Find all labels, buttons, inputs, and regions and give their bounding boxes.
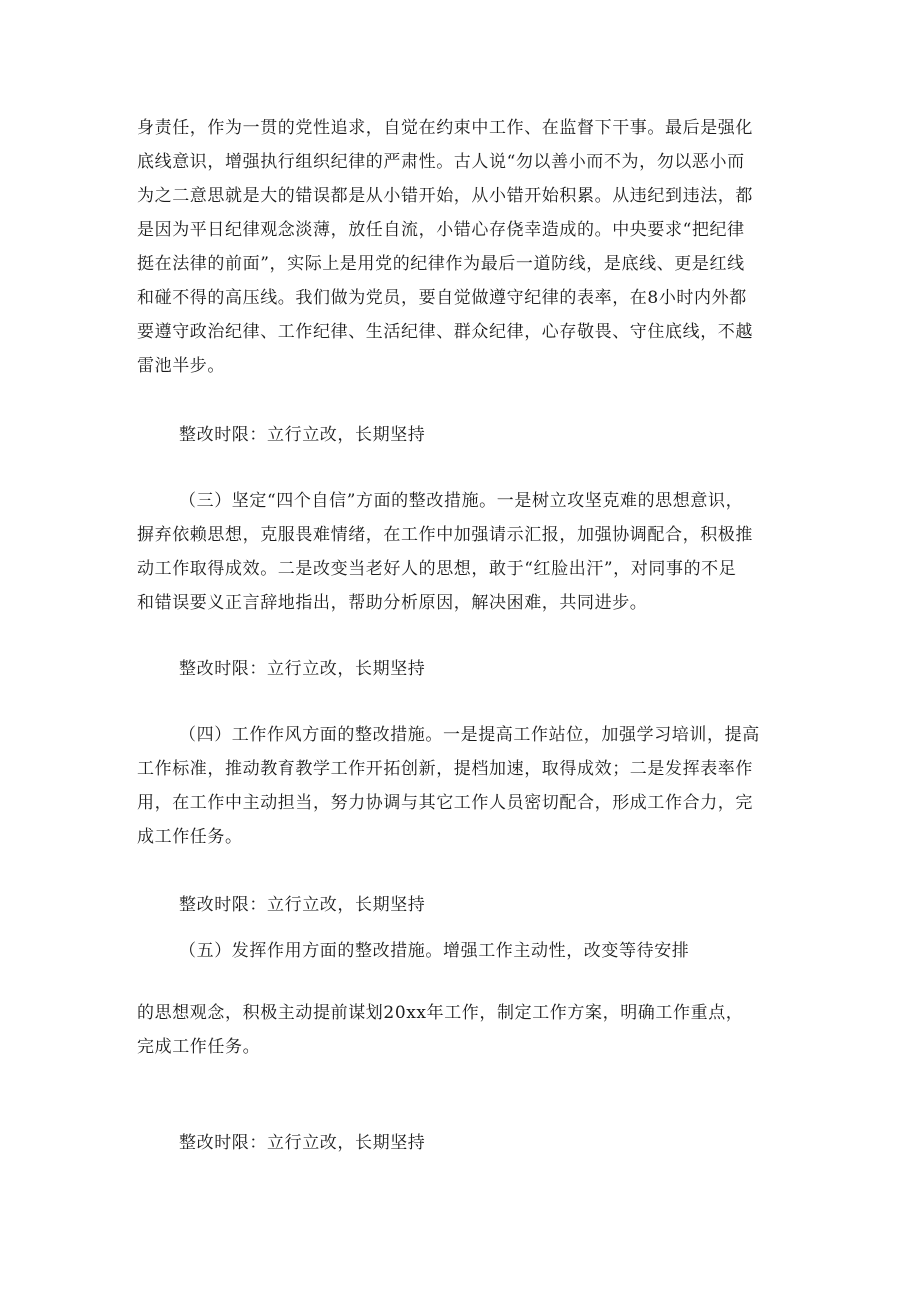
text-line: （五）发挥作用方面的整改措施。增强工作主动性，改变等待安排 (179, 941, 690, 961)
text-line: 整改时限：立行立改，长期坚持 (179, 1133, 426, 1153)
text-line: （四）工作作风方面的整改措施。一是提高工作站位，加强学习培训，提高 (179, 725, 760, 745)
text-line: 和错误要义正言辞地指出，帮助分析原因，解决困难，共同进步。 (137, 593, 648, 613)
text-line: 工作标准，推动教育教学工作开拓创新，提档加速，取得成效；二是发挥表率作 (137, 759, 753, 779)
text-line: 整改时限：立行立改，长期坚持 (179, 895, 426, 915)
deadline-note (137, 418, 797, 452)
text-line: 完成工作任务。 (137, 1037, 261, 1057)
deadline-note (137, 888, 797, 922)
text-line: 雷池半步。 (137, 356, 225, 376)
text-line: 要遵守政治纪律、工作纪律、生活纪律、群众纪律，心存敬畏、守住底线，不越 (137, 322, 753, 342)
text-line: 和碰不得的高压线。我们做为党员，要自觉做遵守纪律的表率，在8小时内外都 (137, 288, 747, 308)
text-line: 整改时限：立行立改，长期坚持 (179, 425, 426, 445)
text-line: 的思想观念，积极主动提前谋划20xx年工作，制定工作方案，明确工作重点， (137, 1003, 744, 1023)
paragraph-section-four (137, 718, 797, 854)
text-line: （三）坚定“四个自信”方面的整改措施。一是树立攻坚克难的思想意识， (179, 491, 744, 511)
deadline-note (137, 652, 797, 686)
text-line: 动工作取得成效。二是改变当老好人的思想，敢于“红脸出汗”，对同事的不足 (137, 559, 737, 579)
text-line: 整改时限：立行立改，长期坚持 (179, 659, 426, 679)
paragraph-section-five-body (137, 996, 797, 1064)
text-line: 成工作任务。 (137, 827, 243, 847)
text-line: 挺在法律的前面”，实际上是用党的纪律作为最后一道防线，是底线、更是红线 (137, 254, 745, 274)
paragraph-section-three (137, 484, 797, 620)
text-line: 用，在工作中主动担当，努力协调与其它工作人员密切配合，形成工作合力，完 (137, 793, 753, 813)
text-line: 身责任，作为一贯的党性追求，自觉在约束中工作、在监督下干事。最后是强化 (137, 118, 753, 138)
deadline-note (137, 1126, 797, 1160)
text-line: 底线意识，增强执行组织纪律的严肃性。古人说“勿以善小而不为，勿以恶小而 (137, 152, 745, 172)
text-line: 为之二意思就是大的错误都是从小错开始，从小错开始积累。从违纪到违法，都 (137, 186, 753, 206)
paragraph-section-five-heading (137, 934, 797, 968)
text-line: 是因为平日纪律观念淡薄，放任自流，小错心存侥幸造成的。中央要求“把纪律 (137, 220, 745, 240)
text-line: 摒弃依赖思想，克服畏难情绪，在工作中加强请示汇报，加强协调配合，积极推 (137, 525, 753, 545)
paragraph-discipline (137, 111, 797, 383)
